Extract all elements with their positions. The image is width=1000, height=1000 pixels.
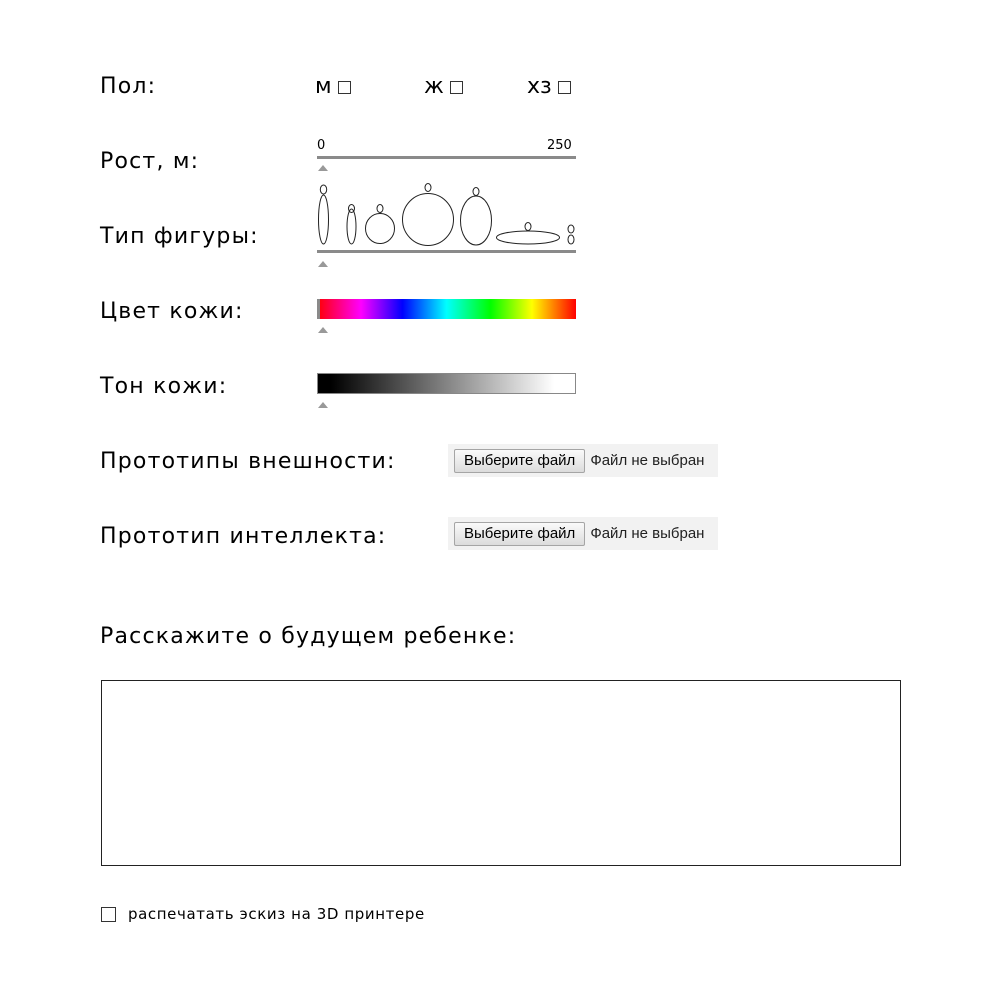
gender-option-female[interactable] bbox=[424, 76, 463, 98]
gender-option-male[interactable] bbox=[315, 76, 351, 98]
skin-color-label: Цвет кожи: bbox=[100, 299, 244, 324]
height-max-label: 250 bbox=[547, 138, 572, 153]
intellect-prototype-label: Прототип интеллекта: bbox=[100, 524, 387, 549]
gender-option-unknown-label: хз bbox=[527, 74, 552, 99]
figure-label: Тип фигуры: bbox=[100, 224, 259, 249]
appearance-file-status: Файл не выбран bbox=[590, 452, 705, 469]
appearance-prototypes-label: Прототипы внешности: bbox=[100, 449, 396, 474]
gender-label: Пол: bbox=[100, 74, 157, 99]
gender-option-female-label: ж bbox=[424, 74, 444, 99]
figure-shape-small-round-body bbox=[366, 214, 395, 244]
figure-shape-slim-body bbox=[347, 209, 356, 244]
skin-color-spectrum[interactable] bbox=[317, 299, 576, 319]
story-label: Расскажите о будущем ребенке: bbox=[100, 624, 517, 649]
figure-shape-big-round-head bbox=[425, 184, 431, 192]
intellect-prototype-file-input[interactable] bbox=[448, 517, 718, 550]
skin-color-slider-thumb[interactable] bbox=[318, 327, 328, 333]
figure-slider-thumb[interactable] bbox=[318, 261, 328, 267]
figure-shape-thin-body bbox=[319, 195, 329, 244]
figure-slider-track[interactable] bbox=[317, 250, 576, 253]
gender-option-male-label: м bbox=[315, 74, 332, 99]
gender-female-checkbox[interactable] bbox=[450, 81, 463, 94]
figure-shape-flat-head bbox=[525, 223, 531, 231]
gender-option-unknown[interactable] bbox=[527, 76, 571, 98]
figure-shape-tiny-body bbox=[568, 235, 574, 244]
figure-shape-oval-head bbox=[473, 188, 479, 196]
gender-male-checkbox[interactable] bbox=[338, 81, 351, 94]
height-slider-thumb[interactable] bbox=[318, 165, 328, 171]
figure-shapes-illustration bbox=[314, 180, 579, 250]
figure-shape-tiny-head bbox=[568, 225, 574, 233]
gender-unknown-checkbox[interactable] bbox=[558, 81, 571, 94]
story-textarea[interactable] bbox=[101, 680, 901, 866]
appearance-prototypes-file-input[interactable] bbox=[448, 444, 718, 477]
figure-shape-small-round-head bbox=[377, 205, 383, 213]
skin-color-marker bbox=[317, 299, 320, 319]
print-option[interactable] bbox=[101, 907, 425, 922]
skin-tone-gradient[interactable] bbox=[317, 373, 576, 394]
skin-tone-slider-thumb[interactable] bbox=[318, 402, 328, 408]
appearance-choose-file-button[interactable]: Выберите файл bbox=[454, 449, 585, 473]
intellect-file-status: Файл не выбран bbox=[590, 525, 705, 542]
print-checkbox[interactable] bbox=[101, 907, 116, 922]
figure-shape-oval-body bbox=[461, 196, 492, 245]
figure-shape-thin-head bbox=[320, 185, 326, 194]
print-label: распечатать эскиз на 3D принтере bbox=[128, 905, 425, 923]
height-label: Рост, м: bbox=[100, 149, 200, 174]
height-slider-track[interactable] bbox=[317, 156, 576, 159]
height-min-label: 0 bbox=[317, 138, 326, 153]
skin-tone-label: Тон кожи: bbox=[100, 374, 228, 399]
figure-shape-flat-body bbox=[497, 231, 560, 244]
intellect-choose-file-button[interactable]: Выберите файл bbox=[454, 522, 585, 546]
figure-shape-big-round-body bbox=[403, 194, 454, 246]
